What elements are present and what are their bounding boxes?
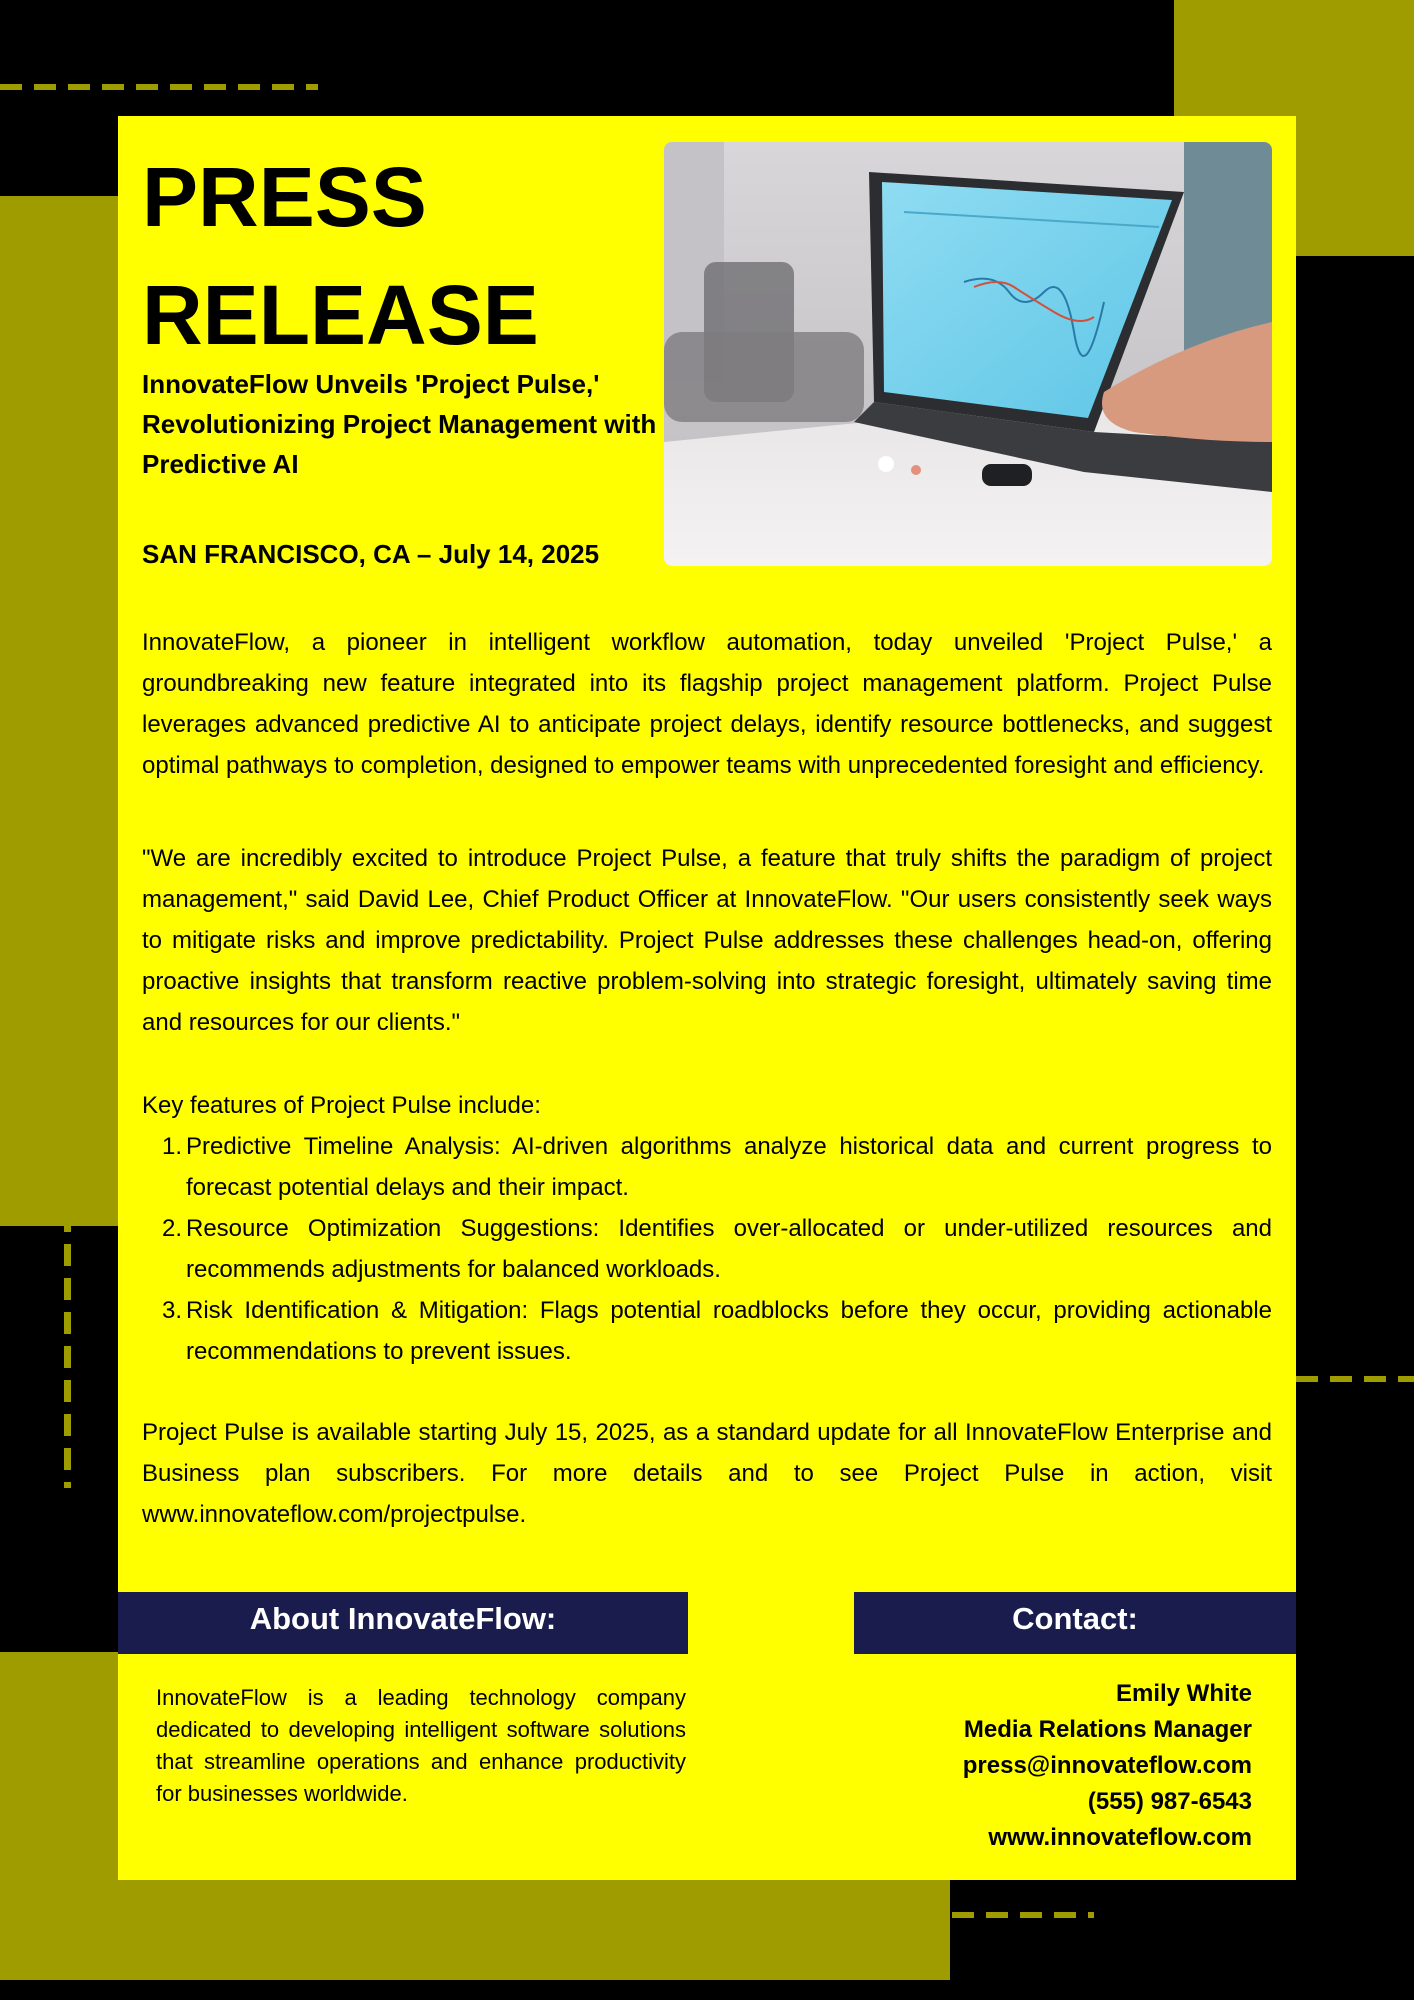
features-list xyxy=(142,1126,1272,1372)
contact-website[interactable]: www.innovateflow.com xyxy=(988,1824,1252,1851)
contact-details xyxy=(963,1676,1252,1856)
headline: InnovateFlow Unveils 'Project Pulse,' Revolutionizing Project Management with Predictive AI xyxy=(142,369,657,479)
dash-line-left xyxy=(64,1040,71,1488)
laptop-photo xyxy=(664,142,1272,566)
contact-heading: Contact: xyxy=(854,1592,1296,1654)
title-line-1: PRESS xyxy=(142,150,427,244)
about-text: InnovateFlow is a leading technology company dedicated to developing intelligent software solutions that streamline operations and enhance productivity for businesses worldwide. xyxy=(156,1685,686,1806)
features-intro: Key features of Project Pulse include: xyxy=(142,1092,541,1119)
page-title xyxy=(142,138,539,374)
dash-line-right xyxy=(1296,1376,1414,1382)
dash-line-top-left xyxy=(0,84,318,90)
press-release-page xyxy=(118,116,1296,1880)
contact-phone: (555) 987-6543 xyxy=(1087,1788,1252,1815)
dash-line-bottom xyxy=(646,1912,1094,1918)
about-heading: About InnovateFlow: xyxy=(118,1592,688,1654)
dateline: SAN FRANCISCO, CA – July 14, 2025 xyxy=(142,539,600,569)
feature-item-1: 1. Predictive Timeline Analysis: AI-driven algorithms analyze historical data and current progress to forecast potential delays and their impact. xyxy=(162,1133,1272,1201)
contact-email[interactable]: press@innovateflow.com xyxy=(962,1752,1252,1779)
availability-paragraph: Project Pulse is available starting July 15, 2025, as a standard update for all InnovateFlow Enterprise and Business plan subscribers. For more details and to see Project Pulse in action, visit www.innovateflow.com/projectpulse. xyxy=(142,1419,1272,1528)
title-line-2: RELEASE xyxy=(142,268,539,362)
contact-name: Emily White xyxy=(1115,1680,1252,1707)
body-paragraph-1: InnovateFlow, a pioneer in intelligent workflow automation, today unveiled 'Project Pulse,' a groundbreaking new feature integrated into its flagship project management platform. Project Pulse leverages advanced predictive AI to anticipate project delays, identify resource bottlenecks, and suggest optimal pathways to completion, designed to empower teams with unprecedented foresight and efficiency. xyxy=(142,629,1272,779)
feature-item-2: 2. Resource Optimization Suggestions: Identifies over-allocated or under-utilized resources and recommends adjustments for balanced workloads. xyxy=(162,1215,1272,1283)
bg-olive-left-block xyxy=(0,196,118,1226)
contact-title: Media Relations Manager xyxy=(963,1716,1252,1743)
feature-item-3: 3. Risk Identification & Mitigation: Flags potential roadblocks before they occur, providing actionable recommendations to prevent issues. xyxy=(162,1297,1272,1365)
body-paragraph-2-quote: "We are incredibly excited to introduce Project Pulse, a feature that truly shifts the paradigm of project management," said David Lee, Chief Product Officer at InnovateFlow. "Our users consistently seek ways to mitigate risks and improve predictability. Project Pulse addresses these challenges head-on, offering proactive insights that transform reactive problem-solving into strategic foresight, ultimately saving time and resources for our clients." xyxy=(142,845,1272,1036)
